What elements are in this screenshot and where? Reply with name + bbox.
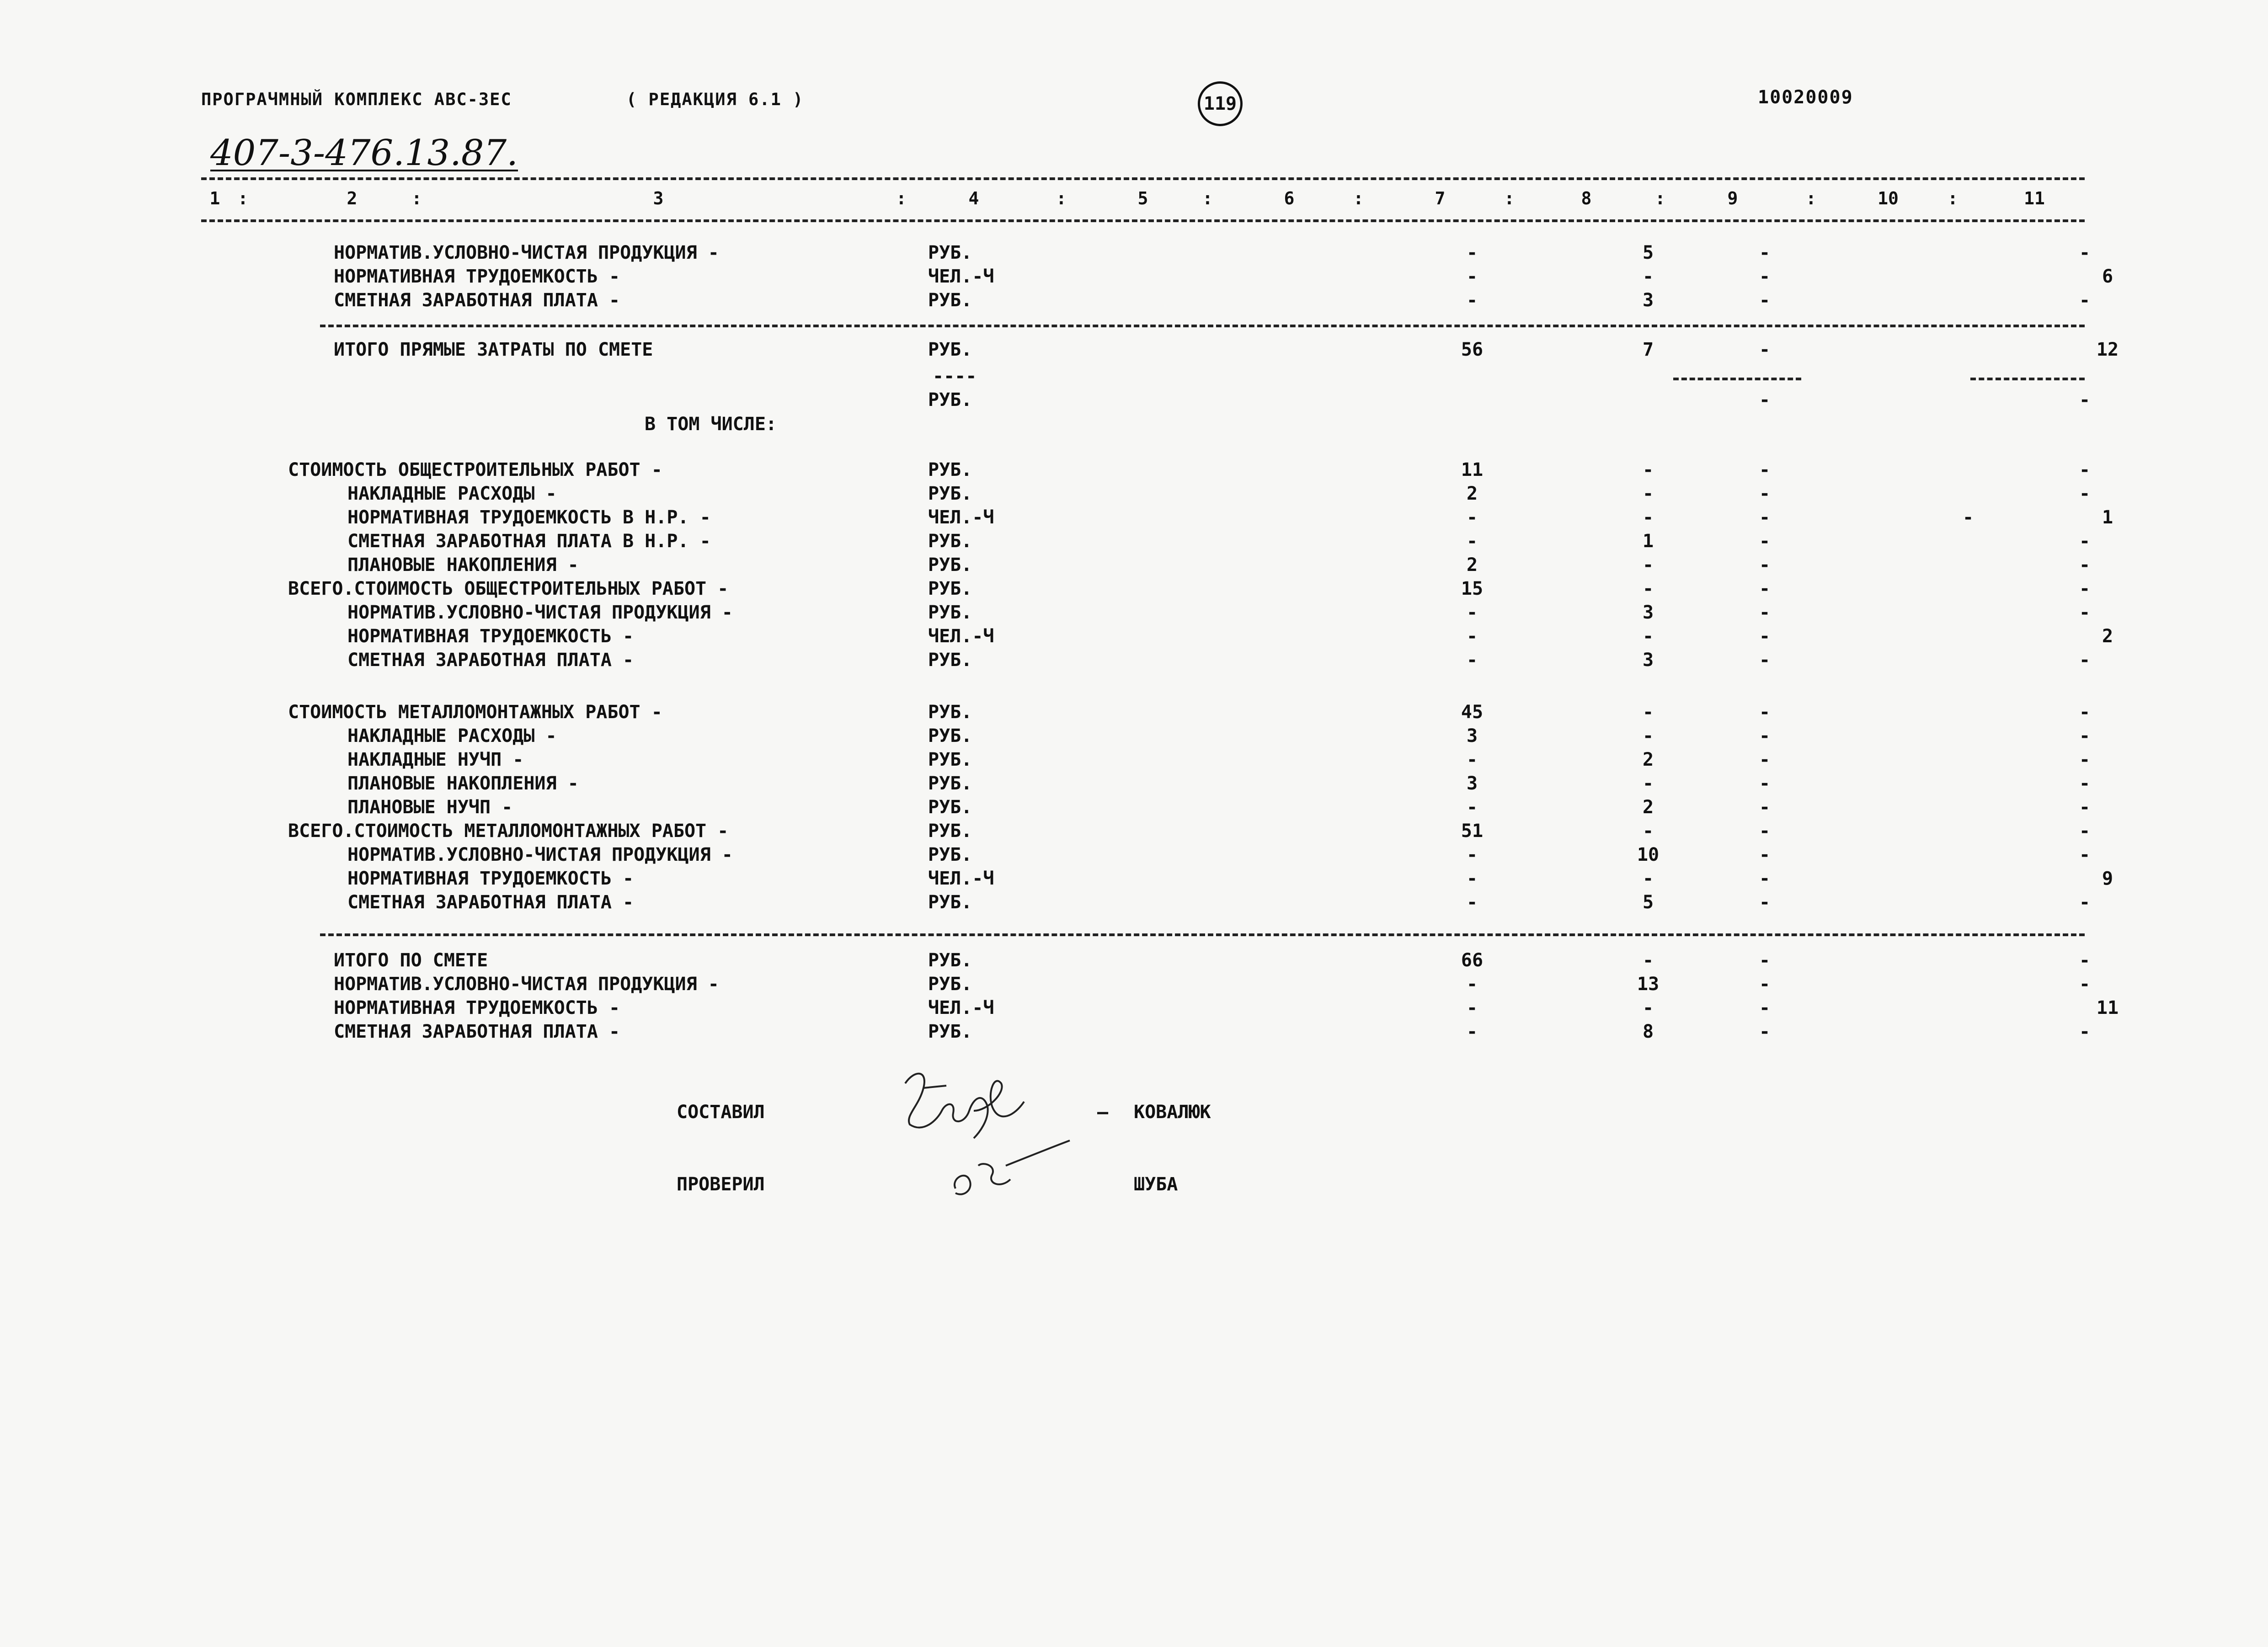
row-unit: РУБ. [928, 797, 972, 818]
total-direct-row [0, 339, 2268, 363]
row-unit: РУБ. [928, 892, 972, 913]
column-separator: : [411, 188, 422, 208]
row-unit: РУБ. [928, 773, 972, 794]
cell-col8: 7 [1642, 339, 1654, 360]
row-label: НАКЛАДНЫЕ РАСХОДЫ - [347, 725, 557, 746]
cell-col7: - [1466, 650, 1478, 671]
cell-col11: - [2079, 290, 2091, 311]
table-row [0, 578, 2268, 602]
table-row [0, 749, 2268, 773]
row-label: СМЕТНАЯ ЗАРАБОТНАЯ ПЛАТА - [347, 892, 634, 913]
table-row [0, 626, 2268, 650]
cell-col11-right: 9 [2102, 868, 2113, 889]
cell-col11: - [2079, 749, 2091, 770]
cell-col8: - [1642, 626, 1654, 647]
cell-col7: 56 [1461, 339, 1484, 360]
row-label: ПЛАНОВЫЕ НАКОПЛЕНИЯ - [347, 554, 579, 576]
cell-col7: 2 [1466, 483, 1478, 504]
cell-col7: 3 [1466, 725, 1478, 746]
cell-col11-right: 1 [2102, 507, 2113, 528]
signature-scribble-1 [896, 1065, 1051, 1143]
cell-col9: - [1759, 650, 1771, 671]
row-label: НАКЛАДНЫЕ РАСХОДЫ - [347, 483, 557, 504]
table-row [0, 531, 2268, 554]
cell-col7: 51 [1461, 821, 1484, 842]
column-number: 1 [209, 188, 220, 208]
compiled-dash: — [1097, 1102, 1109, 1123]
cell-col11: - [2079, 974, 2091, 995]
signature-scribble-2 [937, 1138, 1074, 1202]
table-row [0, 242, 2268, 266]
row-label: ИТОГО ПРЯМЫЕ ЗАТРАТЫ ПО СМЕТЕ [334, 339, 653, 360]
row-label: СМЕТНАЯ ЗАРАБОТНАЯ ПЛАТА В Н.Р. - [347, 531, 711, 552]
table-row [0, 844, 2268, 868]
cell-col7: - [1466, 531, 1478, 552]
row-label: НОРМАТИВНАЯ ТРУДОЕМКОСТЬ - [334, 266, 620, 287]
cell-col9: - [1759, 626, 1771, 647]
row-unit: РУБ. [928, 650, 972, 671]
row-unit: РУБ. [928, 483, 972, 504]
cell-col7: - [1466, 507, 1478, 528]
cell-col8: 5 [1642, 892, 1654, 913]
table-row [0, 773, 2268, 797]
row-label: ВСЕГО.СТОИМОСТЬ МЕТАЛЛОМОНТАЖНЫХ РАБОТ - [288, 821, 729, 842]
cell-col11: - [2079, 483, 2091, 504]
cell-col9: - [1759, 1021, 1771, 1042]
cell-col11: - [2079, 773, 2091, 794]
cell-col7: - [1466, 844, 1478, 865]
row-unit: РУБ. [928, 844, 972, 865]
cell-col7: - [1466, 974, 1478, 995]
row-label: ПЛАНОВЫЕ НАКОПЛЕНИЯ - [347, 773, 579, 794]
cell-col7: - [1466, 749, 1478, 770]
row-label: НОРМАТИВ.УСЛОВНО-ЧИСТАЯ ПРОДУКЦИЯ - [334, 974, 719, 995]
cell-col9: - [1759, 725, 1771, 746]
cell-col7: 15 [1461, 578, 1484, 599]
row-unit: РУБ. [928, 725, 972, 746]
cell-col8: - [1642, 773, 1654, 794]
cell-col8: - [1642, 483, 1654, 504]
cell-col11: - [2079, 650, 2091, 671]
column-separator: : [1504, 188, 1515, 208]
row-label: НОРМАТИВНАЯ ТРУДОЕМКОСТЬ - [347, 868, 634, 889]
cell-col8: 3 [1642, 290, 1654, 311]
row-unit: РУБ. [928, 974, 972, 995]
table-top-rule [201, 177, 2085, 180]
cell-col7: - [1466, 997, 1478, 1018]
table-row [0, 892, 2268, 916]
cell-col7: - [1466, 797, 1478, 818]
table-row [0, 554, 2268, 578]
column-number: 4 [968, 188, 979, 208]
cell-col11: - [2079, 821, 2091, 842]
cell-col9: - [1759, 290, 1771, 311]
cell-col8: - [1642, 702, 1654, 723]
cell-col8: 1 [1642, 531, 1654, 552]
table-row [0, 725, 2268, 749]
row-label: СМЕТНАЯ ЗАРАБОТНАЯ ПЛАТА - [334, 1021, 620, 1042]
cell-col11: - [2079, 554, 2091, 576]
row-unit: РУБ. [928, 554, 972, 576]
cell-col8: - [1642, 459, 1654, 480]
cell-col7: - [1466, 892, 1478, 913]
cell-col7: - [1466, 266, 1478, 287]
row-unit: РУБ. [928, 290, 972, 311]
cell-col8: 5 [1642, 242, 1654, 263]
column-separator: : [1202, 188, 1213, 208]
checked-label: ПРОВЕРИЛ [677, 1174, 765, 1195]
table-row [0, 868, 2268, 892]
row-unit: РУБ. [928, 578, 972, 599]
cell-col11-right: 6 [2102, 266, 2113, 287]
row-label: НОРМАТИВ.УСЛОВНО-ЧИСТАЯ ПРОДУКЦИЯ - [334, 242, 719, 263]
header-bottom-rule [201, 219, 2085, 222]
checked-name: ШУБА [1134, 1174, 1178, 1195]
row-label: НОРМАТИВНАЯ ТРУДОЕМКОСТЬ - [334, 997, 620, 1018]
row-unit: РУБ. [928, 821, 972, 842]
cell-col11: - [2079, 1021, 2091, 1042]
cell-col11-right: 11 [2096, 997, 2119, 1018]
cell-col8: 3 [1642, 650, 1654, 671]
table-row [0, 290, 2268, 314]
cell-col9: - [1759, 531, 1771, 552]
cell-col8: 3 [1642, 602, 1654, 623]
column-separator: : [1056, 188, 1067, 208]
cell-col9: - [1759, 892, 1771, 913]
table-row [0, 797, 2268, 821]
cell-col11: - [2079, 242, 2091, 263]
cell-col9: - [1759, 749, 1771, 770]
row-unit: РУБ. [928, 749, 972, 770]
cell-col8: - [1642, 507, 1654, 528]
cell-col8: - [1642, 266, 1654, 287]
cell-col9: - [1759, 950, 1771, 971]
cell-col9: - [1759, 339, 1771, 360]
row-unit: ЧЕЛ.-Ч [928, 507, 994, 528]
row-unit: РУБ. [928, 702, 972, 723]
row-label: НОРМАТИВ.УСЛОВНО-ЧИСТАЯ ПРОДУКЦИЯ - [347, 602, 733, 623]
column-separator: : [896, 188, 907, 208]
row-label: ИТОГО ПО СМЕТЕ [334, 950, 488, 971]
cell-col9: - [1759, 773, 1771, 794]
table-row [0, 950, 2268, 974]
cell-col11: - [2079, 892, 2091, 913]
column-separator: : [1806, 188, 1816, 208]
cell-col8: - [1642, 997, 1654, 1018]
cell-col9: - [1759, 554, 1771, 576]
row-label: ВСЕГО.СТОИМОСТЬ ОБЩЕСТРОИТЕЛЬНЫХ РАБОТ - [288, 578, 729, 599]
column-number: 7 [1435, 188, 1446, 208]
including-heading: В ТОМ ЧИСЛЕ: [645, 414, 777, 435]
row-unit: РУБ. [928, 339, 972, 360]
cell-col10: - [1962, 507, 1974, 528]
column-number: 6 [1284, 188, 1295, 208]
cell-col7: - [1466, 626, 1478, 647]
cell-col9: - [1759, 459, 1771, 480]
cell-col11: 12 [2096, 339, 2119, 360]
row-unit: РУБ. [928, 389, 972, 410]
compiled-name: КОВАЛЮК [1134, 1102, 1211, 1123]
cell-col7: - [1466, 290, 1478, 311]
cell-col9: - [1759, 507, 1771, 528]
cell-col8: - [1642, 578, 1654, 599]
cell-col7: 3 [1466, 773, 1478, 794]
row-label: СМЕТНАЯ ЗАРАБОТНАЯ ПЛАТА - [334, 290, 620, 311]
table-row [0, 459, 2268, 483]
row-label: СМЕТНАЯ ЗАРАБОТНАЯ ПЛАТА - [347, 650, 634, 671]
cell-col9: - [1759, 974, 1771, 995]
row-unit: РУБ. [928, 950, 972, 971]
cell-col11: - [2079, 725, 2091, 746]
cell-col9: - [1759, 797, 1771, 818]
cell-col7: 2 [1466, 554, 1478, 576]
document-code: 10020009 [1758, 87, 1853, 108]
cell-col11: - [2079, 797, 2091, 818]
column-separator: : [238, 188, 248, 208]
column-number: 8 [1581, 188, 1592, 208]
cell-col11: - [2079, 389, 2091, 410]
cell-col7: - [1466, 602, 1478, 623]
cell-col9: - [1759, 702, 1771, 723]
cell-col11: - [2079, 578, 2091, 599]
row-label: СТОИМОСТЬ ОБЩЕСТРОИТЕЛЬНЫХ РАБОТ - [288, 459, 662, 480]
table-row [0, 997, 2268, 1021]
column-separator: : [1655, 188, 1665, 208]
cell-col9: - [1759, 578, 1771, 599]
row-unit: РУБ. [928, 459, 972, 480]
program-title: ПРОГРАЧМНЫЙ КОМПЛЕКС АВС-3ЕС [201, 90, 512, 109]
row-label: НОРМАТИВНАЯ ТРУДОЕМКОСТЬ - [347, 626, 634, 647]
cell-col11: - [2079, 531, 2091, 552]
cell-col8: 2 [1642, 749, 1654, 770]
column-number: 3 [653, 188, 664, 208]
row-label: НАКЛАДНЫЕ НУЧП - [347, 749, 524, 770]
cell-col7: 45 [1461, 702, 1484, 723]
cell-col8: - [1642, 554, 1654, 576]
row-label: СТОИМОСТЬ МЕТАЛЛОМОНТАЖНЫХ РАБОТ - [288, 702, 662, 723]
cell-col11: - [2079, 950, 2091, 971]
cell-col8: - [1642, 868, 1654, 889]
table-row [0, 974, 2268, 997]
cell-col7: - [1466, 1021, 1478, 1042]
cell-col9: - [1759, 868, 1771, 889]
cell-col11: - [2079, 459, 2091, 480]
column-number: 11 [2024, 188, 2045, 208]
column-number: 10 [1878, 188, 1899, 208]
table-row [0, 702, 2268, 725]
cell-col7: 66 [1461, 950, 1484, 971]
extra-rule-col11 [1970, 378, 2085, 380]
cell-col8: - [1642, 725, 1654, 746]
row-unit: ЧЕЛ.-Ч [928, 997, 994, 1018]
table-row [0, 507, 2268, 531]
cell-col11: - [2079, 602, 2091, 623]
row-unit: РУБ. [928, 1021, 972, 1042]
column-separator: : [1353, 188, 1364, 208]
edition-label: ( РЕДАКЦИЯ 6.1 ) [626, 90, 804, 109]
row-unit: РУБ. [928, 531, 972, 552]
extra-rule-col9 [1673, 378, 1801, 380]
cell-col9: - [1759, 844, 1771, 865]
cell-col9: - [1759, 483, 1771, 504]
row-label: НОРМАТИВ.УСЛОВНО-ЧИСТАЯ ПРОДУКЦИЯ - [347, 844, 733, 865]
cell-col11: - [2079, 844, 2091, 865]
compiled-label: СОСТАВИЛ [677, 1102, 765, 1123]
page-number-stamp: 119 [1198, 81, 1243, 126]
cell-col9: - [1759, 997, 1771, 1018]
subtotal-rule [320, 325, 2085, 327]
row-unit: ЧЕЛ.-Ч [928, 868, 994, 889]
cell-col8: - [1642, 950, 1654, 971]
cell-col7: 11 [1461, 459, 1484, 480]
table-row [0, 821, 2268, 844]
column-number: 5 [1137, 188, 1148, 208]
table-row [0, 602, 2268, 626]
cell-col9: - [1759, 821, 1771, 842]
cell-col9: - [1759, 602, 1771, 623]
column-number: 9 [1727, 188, 1738, 208]
column-number: 2 [347, 188, 358, 208]
cell-col9: - [1759, 242, 1771, 263]
handwritten-reference: 407-3-476.13.87. [210, 133, 518, 174]
extra-row [0, 389, 2268, 413]
row-unit: ЧЕЛ.-Ч [928, 626, 994, 647]
cell-col7: - [1466, 242, 1478, 263]
row-unit: РУБ. [928, 602, 972, 623]
table-row [0, 483, 2268, 507]
row-unit: ЧЕЛ.-Ч [928, 266, 994, 287]
cell-col8: 2 [1642, 797, 1654, 818]
cell-col9: - [1759, 266, 1771, 287]
column-separator: : [1948, 188, 1958, 208]
total-rule [320, 933, 2085, 936]
cell-col11: - [2079, 702, 2091, 723]
cell-col8: 8 [1642, 1021, 1654, 1042]
cell-col8: - [1642, 821, 1654, 842]
row-unit: РУБ. [928, 242, 972, 263]
cell-col9: - [1759, 389, 1771, 410]
table-row [0, 266, 2268, 290]
extra-row-dashes: ---- [933, 366, 977, 387]
row-label: ПЛАНОВЫЕ НУЧП - [347, 797, 513, 818]
cell-col8: 10 [1637, 844, 1660, 865]
cell-col11-right: 2 [2102, 626, 2113, 647]
cell-col8: 13 [1637, 974, 1660, 995]
table-row [0, 1021, 2268, 1045]
cell-col7: - [1466, 868, 1478, 889]
row-label: НОРМАТИВНАЯ ТРУДОЕМКОСТЬ В Н.Р. - [347, 507, 711, 528]
table-row [0, 650, 2268, 673]
